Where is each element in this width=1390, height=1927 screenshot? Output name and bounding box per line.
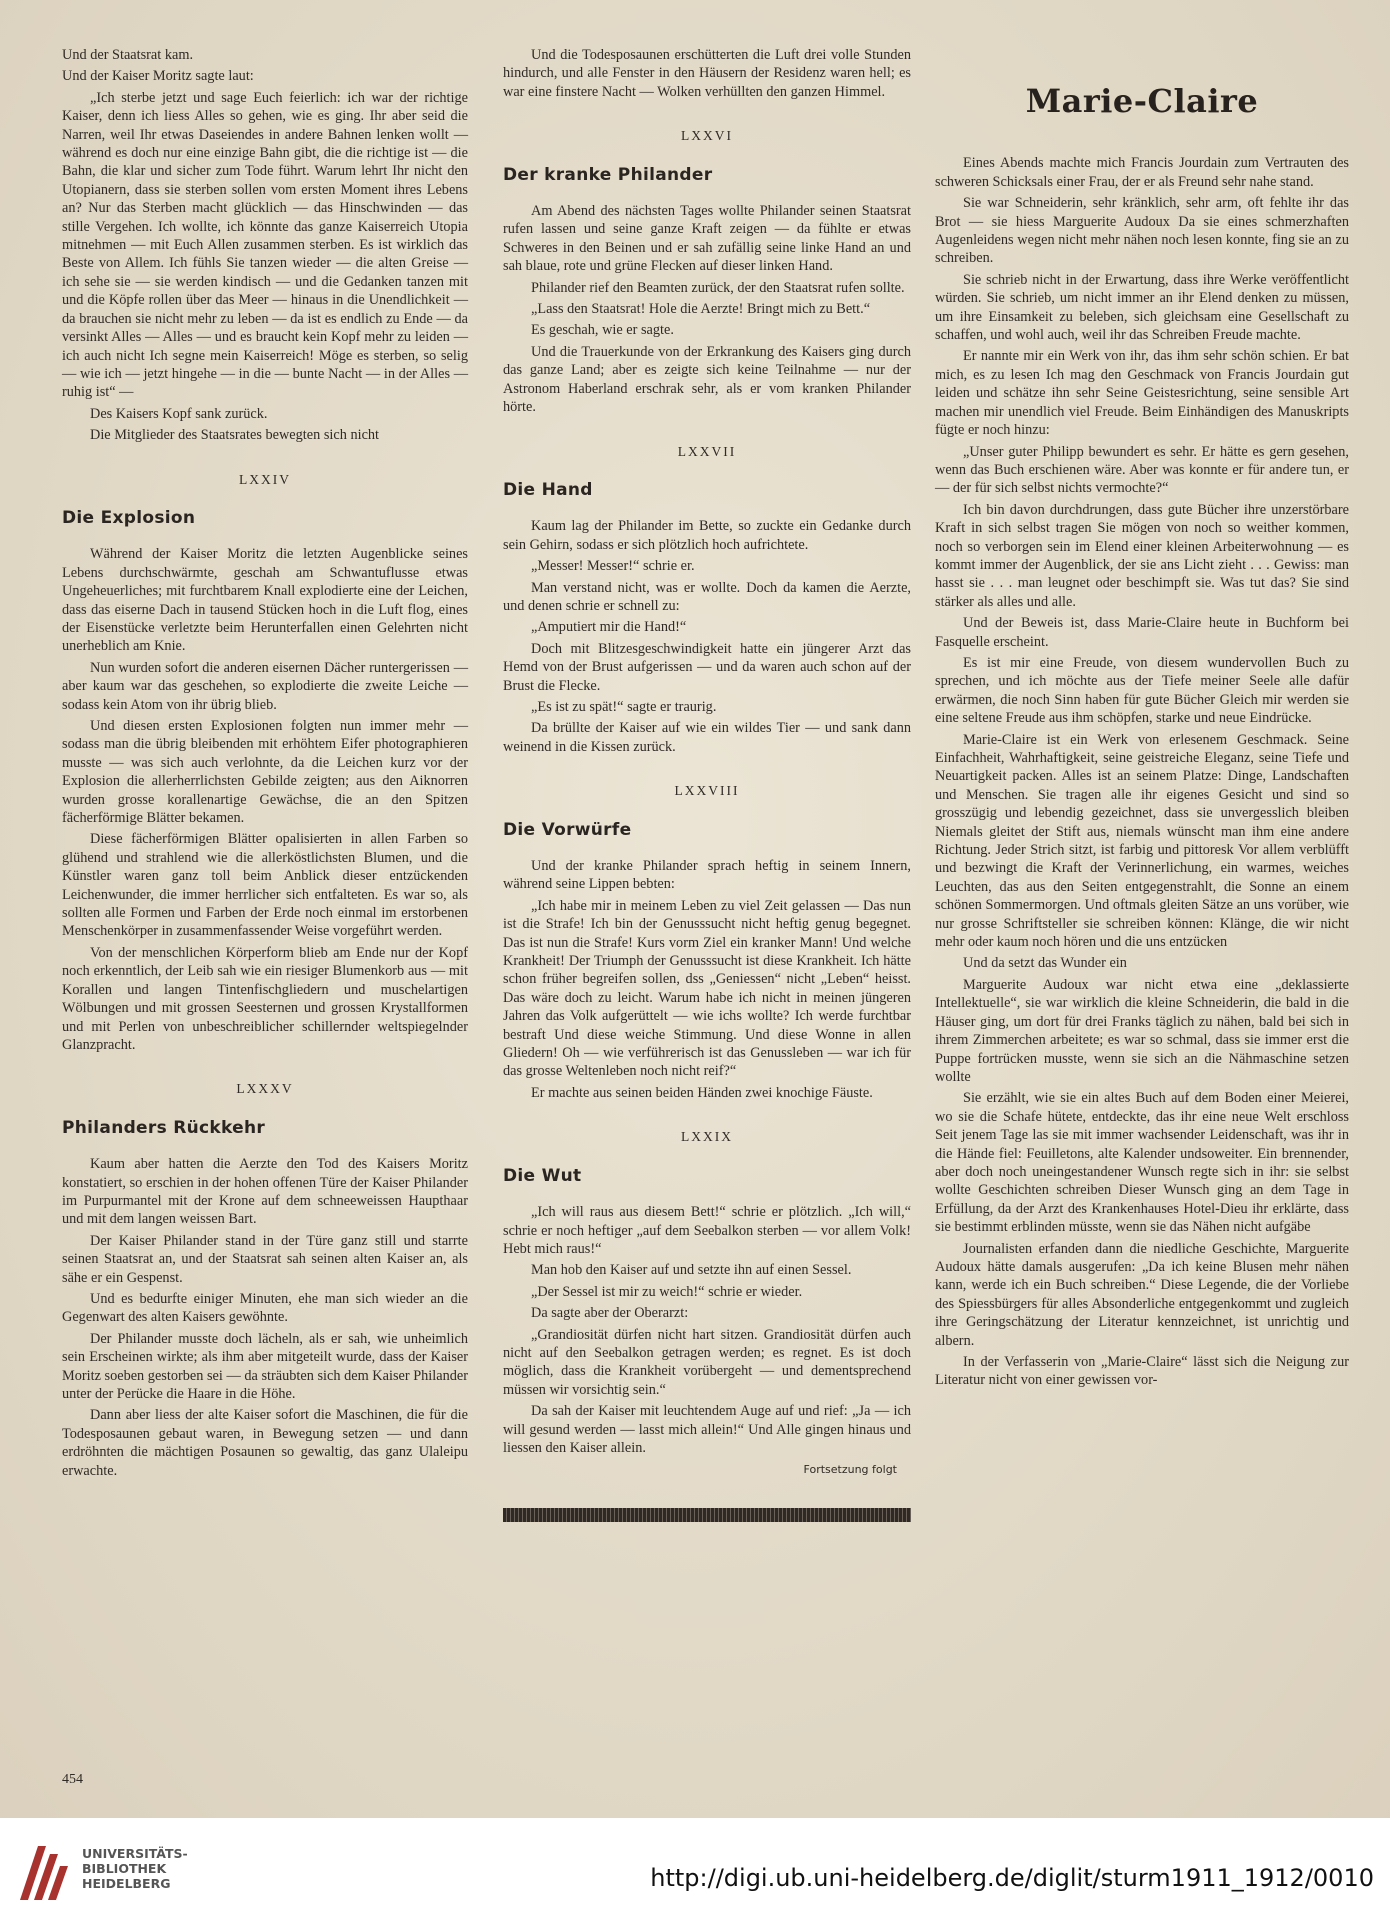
paragraph: Die Mitglieder des Staatsrates bewegten sich nicht	[90, 427, 380, 444]
decorative-rule	[503, 1508, 911, 1522]
continued-note: Fortsetzung folgt	[803, 1463, 897, 1477]
paragraph: Da brüllte der Kaiser auf wie ein wildes Tier — und sank dann weinend in die Kissen zurück.	[503, 720, 911, 755]
paragraph: Kaum lag der Philander im Bette, so zuckte ein Gedanke durch sein Gehirn, sodass er sich plötzlich hoch aufrichtete.	[503, 518, 911, 553]
chapter-title: Philanders Rückkehr	[62, 1117, 266, 1138]
column-middle	[503, 46, 911, 1522]
paragraph: Kaum aber hatten die Aerzte den Tod des Kaisers Moritz konstatiert, so erschien in der hohen offenen Türe der Kaiser Philander im Purpurmantel mit der Krone auf dem schneeweissen Haupthaar und mit dem langen weissen Bart.	[62, 1156, 468, 1228]
column-left	[62, 46, 468, 1483]
paragraph: Dann aber liess der alte Kaiser sofort die Maschinen, die für die Todesposaunen gebaut waren, in Bewegung setzen — und dann erdröhnten die mächtigen Posaunen so gewaltig, das ganz Ulaleipu erwachte.	[62, 1407, 468, 1479]
paragraph: „Unser guter Philipp bewundert es sehr. Er hätte es gern gesehen, wenn das Buch erschienen wäre. Aber was konnte er für andere tun, er — der für sich selbst nichts vermochte?“	[935, 443, 1349, 497]
paragraph: Doch mit Blitzesgeschwindigkeit hatte ein jüngerer Arzt das Hemd von der Brust aufgerissen — und da waren auch schon auf der Brust die Flecke.	[503, 640, 911, 694]
chapter-numeral: LXXXV	[236, 1081, 294, 1097]
paragraph: Von der menschlichen Körperform blieb am Ende nur der Kopf noch erkenntlich, der Leib sah wie ein riesiger Blumenkorb aus — mit Korallen und langen Tintenfischgliedern und muschelartigen Wölbungen und mit grossen Seesternen und grossen Krystallformen und mit Perlen von unbeschreiblicher schillernder weltspiegelnder Glanzpracht.	[62, 944, 468, 1053]
paragraph: Während der Kaiser Moritz die letzten Augenblicke seines Lebens durchschwärmte, geschah am Schwantuflusse etwas Ungeheuerliches; mit furchtbarem Knall explodierte eine der Leichen, dass das eiserne Dach in tausend Stücken hoch in die Luft flog, eines der Eisenstücke verletzte beim Herunterfallen einen Gelehrten nicht unerheblich am Knie.	[62, 546, 468, 655]
library-footer	[0, 1818, 1390, 1927]
paragraph: „Ich sterbe jetzt und sage Euch feierlich: ich war der richtige Kaiser, denn ich liess Alles so gehen, wie es ging. Ihr aber seid die Narren, weil Ihr etwas Daseiendes in andere Bahnen lenken wollt — während es doch nur eine einzige Bahn gibt, die die richtige ist — die Bahn, die klar und sicher zum Tode führt. Warum lehrt Ihr nicht den Utopianern, dass sie sterben sollen vom ersten Moment ihres Lebens an? Nur das Sterben macht glücklich — das Hinschwinden — das stille Vergehen. Ich wollte, ich könnte das ganze Kaiserreich Utopia mitnehmen — mit Euch Allen zusammen sterben. Es ist wirklich das Beste von Allem. Ich fühls Sie tanzen wieder — die alten Greise — ich sehe sie — sie werden kindisch — und die Gedanken tanzen mit und die Köpfe rollen über das Meer — hinaus in die Unendlichkeit — da brauchen sie nicht mehr zu leben — da ist es endlich zu Ende — da versinkt Alles — Alles — und es braucht kein Kopf mehr zu leiden — ich auch nicht Ich segne mein Kaiserreich! Möge es sterben, so selig — wie ich — jetzt hingehe — in die — bunte Nacht — in der Alles — ruhig ist“ —	[62, 89, 468, 401]
paragraph: „Der Sessel ist mir zu weich!“ schrie er wieder.	[531, 1283, 803, 1300]
paragraph: Man hob den Kaiser auf und setzte ihn auf einen Sessel.	[531, 1262, 852, 1279]
paragraph: Am Abend des nächsten Tages wollte Philander seinen Staatsrat rufen lassen und seine ganze Kraft zeigen — da fühlte er etwas Schweres in den Beinen und er sah zufällig seine linke Hand an und sah blaue, rote und grüne Flecken auf dieser linken Hand.	[503, 203, 911, 275]
paragraph: Und diesen ersten Explosionen folgten nun immer mehr — sodass man die übrig bleibenden mit erhöhtem Eifer photographieren musste — was sich auch verlohnte, da die Leichen kurz vor der Explosion die allerherrlichsten Gebilde zeigten; aus den Aiknorren wurden grosse korallenartige Gewächse, die an den Spitzen fächerförmige Blätter bekamen.	[62, 718, 468, 827]
paragraph: Der Philander musste doch lächeln, als er sah, wie unheimlich sein Erscheinen wirkte; als ihm aber mitgeteilt wurde, dass der Kaiser Moritz soeben gestorben sei — da sträubten sich dem Kaiser Philander unter der Perücke die Haare in die Höhe.	[62, 1330, 468, 1402]
paragraph: „Ich habe mir in meinem Leben zu viel Zeit gelassen — Das nun ist die Strafe! Ich bin der Genusssucht nicht heftig genug begegnet. Das ist nun die Strafe! Kurs vorm Ziel ein kranker Mann! Und welche Krankheit! Der Triumph der Genusssucht ist diese Krankheit. Ich hätte schon früher begreifen sollen, dss „Geniessen“ nicht „Leben“ heisst. Das wäre doch zu leicht. Warum habe ich nicht in meinen jüngeren Jahren das Volk aufgerüttelt — wie ichs wollte? Ich werde furchtbar bestraft Und diese weiche Stimmung. Und diese Wonne in allen Gliedern! Oh — wie verführerisch ist das Genussleben — war ich für das grosse Weltenleben noch nicht reif?“	[503, 897, 911, 1080]
paragraph: Es geschah, wie er sagte.	[531, 322, 674, 339]
chapter-numeral: LXXVII	[677, 443, 737, 459]
chapter-title: Die Wut	[503, 1165, 582, 1186]
library-logo[interactable]	[10, 1838, 188, 1908]
paragraph: Und es bedurfte einiger Minuten, ehe man sich wieder an die Gegenwart des alten Kaisers gewöhnte.	[62, 1290, 468, 1326]
library-emblem-icon	[10, 1838, 70, 1908]
paragraph: Und der kranke Philander sprach heftig in seinem Innern, während seine Lippen bebten:	[503, 858, 911, 893]
paragraph: Und die Todesposaunen erschütterten die Luft drei volle Stunden hindurch, und alle Fenster in den Häusern der Residenz waren hell; es war eine finstere Nacht — Wolken verhüllten den ganzen Himmel.	[503, 47, 911, 100]
paragraph: „Ich will raus aus diesem Bett!“ schrie er plötzlich. „Ich will,“ schrie er noch heftiger „auf dem Seebalkon sterben — vor allem Volk! Hebt mich raus!“	[503, 1204, 911, 1257]
paragraph: Nun wurden sofort die anderen eisernen Dächer runtergerissen — aber kaum war das geschehen, so explodierte die zweite Leiche — sodass kein Atom von ihr übrig blieb.	[62, 659, 468, 713]
article-title: Marie-Claire	[1025, 82, 1259, 120]
paragraph: Journalisten erfanden dann die niedliche Geschichte, Marguerite Audoux hätte damals ausgerufen: „Da ich keine Blusen mehr nähen kann, werde ich ein Buch schreiben.“ Diese Legende, die der Vorliebe des Spiessbürgers für alles Absonderliche entgegenkommt und zugleich ihre Geringschätzung der Literatur kennzeichnet, ist unrichtig und albern.	[935, 1240, 1349, 1349]
paragraph: „Es ist zu spät!“ sagte er traurig.	[531, 698, 717, 715]
paragraph: Der Kaiser Philander stand in der Türe ganz still und starrte seinen Staatsrat an, und der Staatsrat sah seinen alten Kaiser an, als sähe er ein Gespenst.	[62, 1232, 468, 1286]
paragraph: Sie schrieb nicht in der Erwartung, dass ihre Werke veröffentlicht würden. Sie schrieb, um nicht immer an ihr Elend denken zu müssen, um ihre Einsamkeit zu beleben, sich gleichsam eine Gesellschaft zu schaffen, und wohl auch, weil ihr das Schreiben Freude machte.	[935, 271, 1349, 344]
paragraph: Ich bin davon durchdrungen, dass gute Bücher ihre unzerstörbare Kraft in sich selbst tragen Sie mögen von noch so weither kommen, noch so verborgen sein im Elend einer kleinen Arbeiterwohnung — es kommt immer der Augenblick, der sie ans Licht zieht . . . Gewiss: man hasst sie . . . man leugnet oder beschimpft sie. Was tut das? Sie sind stärker als alles und alle.	[935, 501, 1349, 610]
permalink-url[interactable]: http://digi.ub.uni-heidelberg.de/diglit/sturm1911_1912/0010	[650, 1864, 1374, 1892]
chapter-numeral: LXXVIII	[674, 783, 740, 799]
paragraph: Marie-Claire ist ein Werk von erlesenem Geschmack. Seine Einfachheit, Wahrhaftigkeit, seine geistreiche Eleganz, seine Tiefe und Neuartigkeit packen. Alles ist an seinem Platze: Dinge, Landschaften und Menschen. Sie tragen alle ihr eigenes Gesicht und sind so grosszügig und lebendig gezeichnet, dass sie unvergesslich bleiben Niemals gleitet der Stift aus, niemals wünscht man ihm eine andere Richtung. Jeder Strich sitzt, ist farbig und pittoresk Vor allem verblüfft und bezwingt die Kraft der Verinnerlichung, ein warmes, weiches Leuchten, das aus den Seiten entgegenstrahlt, die Sonne an einem schönen Sommermorgen. Und oftmals gleiten Sätze an uns vorüber, wie nur grosse Schriftsteller sie schreiben können: Klänge, die wir nicht mehr oder kaum noch hören und die uns entzücken	[935, 731, 1349, 951]
column-right	[935, 70, 1349, 1393]
library-name	[82, 1846, 188, 1891]
paragraph: Marguerite Audoux war nicht etwa eine „deklassierte Intellektuelle“, sie war wirklich die kleine Schneiderin, die bald in die Häuser ging, um dort für drei Franks täglich zu nähen, bald bei sich in ihrem Zimmerchen arbeitete; es war so schmal, dass sie immer erst die Puppe fortrücken musste, wenn sie sich an die Nähmaschine setzen wollte	[935, 976, 1349, 1085]
paragraph: Und die Trauerkunde von der Erkrankung des Kaisers ging durch das ganze Land; aber es zeigte sich keine Teilnahme — nur der Astronom Haberland erschrak sehr, als er vom kranken Philander hörte.	[503, 343, 911, 416]
paragraph: Und da setzt das Wunder ein	[963, 955, 1127, 972]
paragraph: Sie war Schneiderin, sehr kränklich, sehr arm, oft fehlte ihr das Brot — sie hiess Marguerite Audoux Da sie eines schmerzhaften Augenleidens wegen nicht mehr nähen noch lesen konnte, fing sie an zu schreiben.	[935, 195, 1349, 267]
paragraph: Philander rief den Beamten zurück, der den Staatsrat rufen sollte.	[531, 279, 905, 296]
chapter-numeral: LXXIX	[681, 1129, 733, 1145]
paragraph: „Amputiert mir die Hand!“	[531, 619, 687, 636]
chapter-numeral: LXXIV	[239, 471, 291, 487]
paragraph: Sie erzählt, wie sie ein altes Buch auf dem Boden einer Meierei, wo sie die Schafe hütete, entdeckte, das ihr eine neue Welt erschloss Seit jenem Tage las sie mit immer wachsender Leidenschaft, was ihr in die Hände fiel: Feuilletons, alte Kalender undsoweiter. Ein brennender, aber doch noch uneingestandener Wunsch regte sich in ihr: sie selbst wollte Geschichten schreiben Dieser Wunsch ging an dem Tage in Erfüllung, da der Arzt des Krankenhauses Hotel-Dieu ihr erklärte, dass sie bestimmt erblinden müsste, wenn sie das Nähen nicht aufgäbe	[935, 1090, 1349, 1236]
paragraph: Und der Staatsrat kam.	[62, 47, 194, 63]
chapter-title: Der kranke Philander	[503, 164, 713, 185]
paragraph: In der Verfasserin von „Marie-Claire“ lässt sich die Neigung zur Literatur nicht von einer gewissen vor-	[935, 1354, 1349, 1389]
paragraph: Und der Kaiser Moritz sagte laut:	[62, 68, 254, 85]
paragraph: „Lass den Staatsrat! Hole die Aerzte! Bringt mich zu Bett.“	[531, 301, 871, 318]
paragraph: Eines Abends machte mich Francis Jourdain zum Vertrauten des schweren Schicksals einer Frau, der er als Freund sehr nahe stand.	[935, 155, 1349, 190]
chapter-title: Die Vorwürfe	[503, 819, 632, 840]
paragraph: Da sah der Kaiser mit leuchtendem Auge auf und rief: „Ja — ich will gesund werden — lasst mich allein!“ Und Alle gingen hinaus und liessen den Kaiser allein.	[503, 1403, 911, 1456]
chapter-title: Die Hand	[503, 479, 593, 500]
chapter-title: Die Explosion	[62, 507, 196, 528]
paragraph: Man verstand nicht, was er wollte. Doch da kamen die Aerzte, und denen schrie er schnell zu:	[503, 579, 911, 614]
paragraph: Und der Beweis ist, dass Marie-Claire heute in Buchform bei Fasquelle erscheint.	[935, 615, 1349, 650]
paragraph: Des Kaisers Kopf sank zurück.	[90, 405, 268, 422]
paragraph: Da sagte aber der Oberarzt:	[531, 1305, 689, 1322]
paragraph: „Messer! Messer!“ schrie er.	[531, 558, 695, 575]
paragraph: Er machte aus seinen beiden Händen zwei knochige Fäuste.	[531, 1084, 873, 1101]
library-name-line: HEIDELBERG	[82, 1876, 171, 1891]
page-number: 454	[62, 1772, 83, 1787]
library-name-line: BIBLIOTHEK	[82, 1861, 167, 1876]
paragraph: Es ist mir eine Freude, von diesem wundervollen Buch zu sprechen, und ich möchte aus der Tiefe meiner Seele alle dafür erwärmen, die noch Sinn haben für gute Bücher Gleich mir werden sie eine seltene Freude aus ihm schöpfen, starke und neue Eindrücke.	[935, 654, 1349, 727]
paragraph: „Grandiosität dürfen nicht hart sitzen. Grandiosität dürfen auch nicht auf den Seebalkon getragen werden; es regnet. Es ist doch möglich, dass die Krankheit vorübergeht — und dementsprechend müssen wir vorsichtig sein.“	[503, 1326, 911, 1398]
chapter-numeral: LXXVI	[681, 128, 733, 144]
library-name-line: UNIVERSITÄTS-	[82, 1846, 188, 1861]
paragraph: Diese fächerförmigen Blätter opalisierten in allen Farben so glühend und strahlend wie die allerköstlichsten Blumen, und die Künstler waren ganz toll beim Anblick dieser entzückenden Leichenwunder, die immer herrlicher sich entfalteten. Es war so, als sollten alle Formen und Farben der Erde noch einmal im erstorbenen Menschenkörper in zusammenfassender Weise vorgeführt werden.	[62, 831, 468, 940]
paragraph: Er nannte mir ein Werk von ihr, das ihm sehr schön schien. Er bat mich, es zu lesen Ich mag den Geschmack von Francis Jourdain gut leiden und schätze ihn sehr Seine Geistesrichtung, seine sensible Art machen mir unendlich viel Freude. Beim Einhändigen des Manuskripts fügte er noch hinzu:	[935, 348, 1349, 439]
